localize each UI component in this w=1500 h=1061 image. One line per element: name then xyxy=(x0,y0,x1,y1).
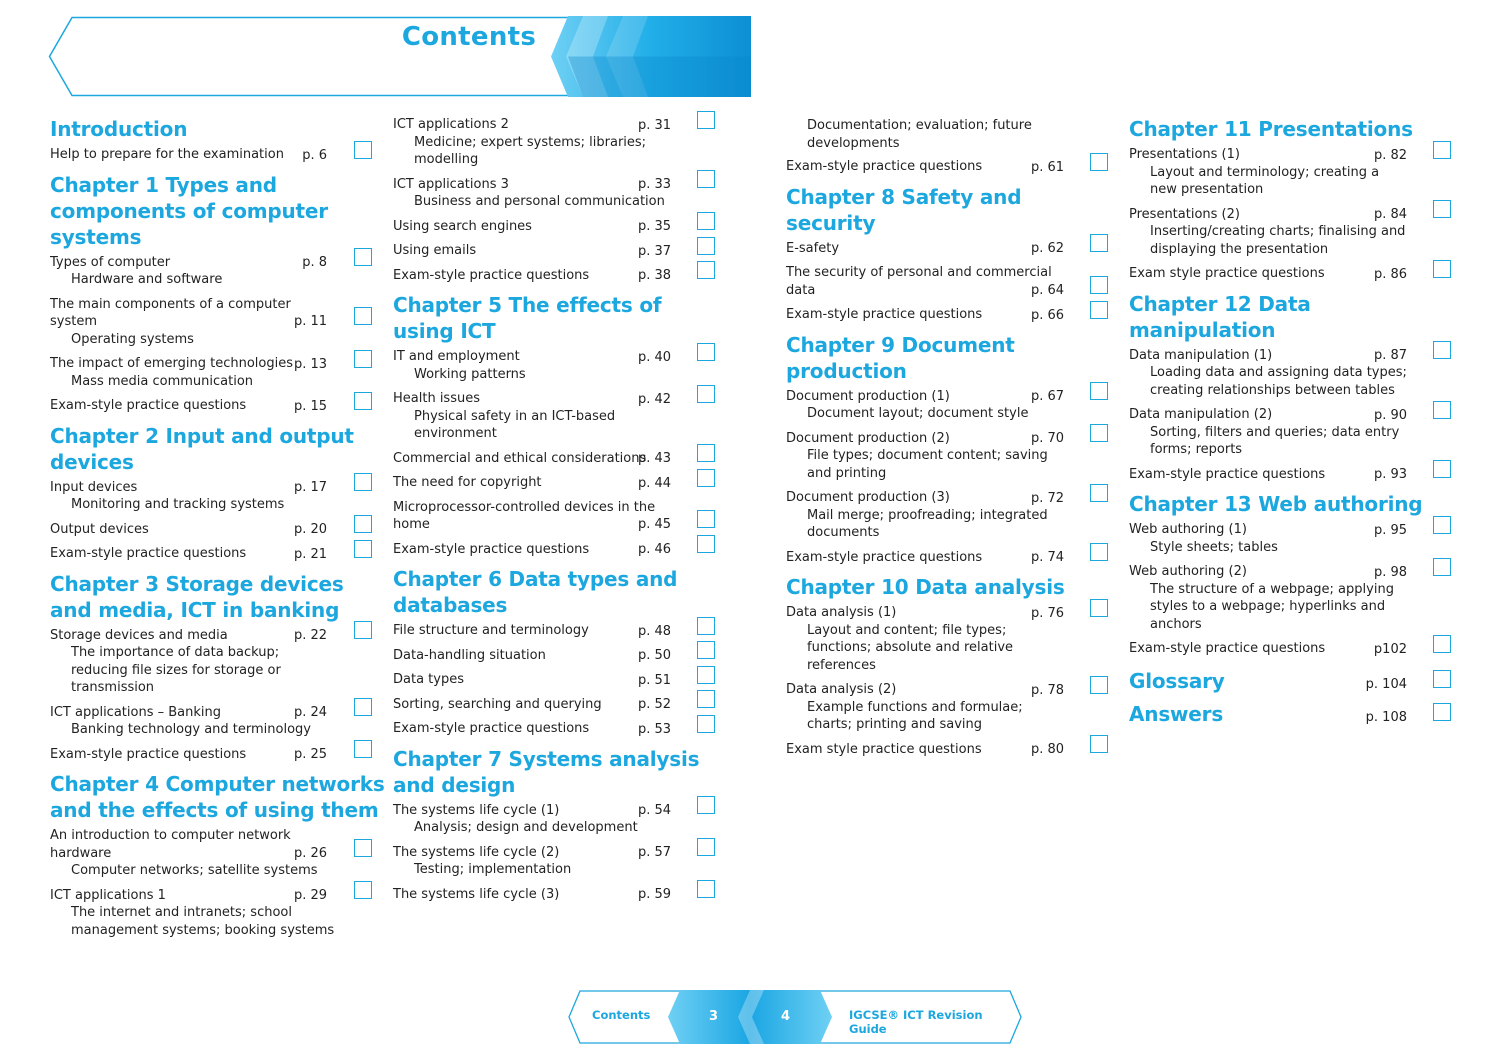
page-reference: p. 84 xyxy=(1373,207,1407,222)
page-reference: p. 82 xyxy=(1373,147,1407,163)
checkbox[interactable] xyxy=(697,212,715,230)
checkbox[interactable] xyxy=(354,392,372,410)
contents-entry xyxy=(786,741,1116,759)
entry-title: Input devices xyxy=(50,479,138,495)
page-reference: p. 11 xyxy=(293,314,327,329)
entry-title: Data manipulation (1) xyxy=(1129,347,1273,363)
page-reference: p. 93 xyxy=(1373,467,1407,482)
contents-entry xyxy=(786,158,1116,176)
page-reference: p. 17 xyxy=(293,480,327,495)
entry-description: The internet and intranets; school management systems; booking systems xyxy=(71,905,335,938)
checkbox[interactable] xyxy=(697,343,715,361)
contents-entry xyxy=(393,671,723,689)
page-reference: p. 33 xyxy=(637,177,671,192)
contents-entry xyxy=(50,254,385,289)
entry-description: Hardware and software xyxy=(71,272,223,287)
entry-description: Computer networks; satellite systems xyxy=(71,863,318,878)
checkbox[interactable] xyxy=(354,141,372,159)
checkbox[interactable] xyxy=(697,510,715,528)
entry-title: Exam-style practice questions xyxy=(1129,641,1326,656)
contents-entry xyxy=(393,348,723,383)
checkbox[interactable] xyxy=(1090,599,1108,617)
entry-title: Commercial and ethical considerations xyxy=(393,450,647,466)
chapter-heading: Chapter 3 Storage devices and media, ICT in banking xyxy=(50,571,344,622)
entry-description: Layout and content; file types; functions; absolute and relative references xyxy=(807,622,1014,673)
entry-title: An introduction to computer network hardware xyxy=(50,828,291,861)
page-reference: p. 45 xyxy=(637,517,671,532)
checkbox[interactable] xyxy=(354,621,372,639)
checkbox[interactable] xyxy=(1433,401,1451,419)
chapter-heading: Answers xyxy=(1129,701,1224,726)
entry-title: Exam-style practice questions xyxy=(786,159,983,174)
entry-description: Banking technology and terminology xyxy=(71,722,311,737)
page-reference: p. 29 xyxy=(293,888,327,903)
contents-entry xyxy=(393,390,723,443)
chapter-heading: Chapter 8 Safety and security xyxy=(786,184,1022,235)
entry-title: Help to prepare for the examination xyxy=(50,147,284,162)
page-reference: p. 26 xyxy=(293,845,327,861)
entry-title: Exam style practice questions xyxy=(1129,266,1325,281)
entry-description: Mail merge; proofreading; integrated documents xyxy=(807,507,1048,540)
page-reference: p. 42 xyxy=(637,391,671,407)
checkbox[interactable] xyxy=(697,715,715,733)
entry-description: Style sheets; tables xyxy=(1150,539,1278,555)
entry-title: Exam-style practice questions xyxy=(50,398,247,413)
page-reference: p. 67 xyxy=(1030,389,1064,404)
contents-entry xyxy=(50,887,385,940)
chapter-heading: Introduction xyxy=(50,117,188,141)
contents-entry xyxy=(50,746,385,764)
contents-entry xyxy=(393,450,723,468)
entry-description: The importance of data backup; reducing file sizes for storage or transmission xyxy=(71,645,281,695)
entry-title: Output devices xyxy=(50,521,149,537)
entry-title: Data-handling situation xyxy=(393,647,546,663)
chapter-heading: Chapter 1 Types and components of computer systems xyxy=(50,172,328,249)
entry-title: Types of computer xyxy=(50,254,171,270)
contents-column-2 xyxy=(393,116,723,910)
checkbox[interactable] xyxy=(354,540,372,558)
contents-entry xyxy=(393,802,723,837)
checkbox[interactable] xyxy=(697,880,715,898)
contents-entry xyxy=(393,116,723,169)
chapter-heading: Chapter 7 Systems analysis and design xyxy=(393,746,700,797)
page-reference: p. 31 xyxy=(637,117,671,133)
checkbox[interactable] xyxy=(697,535,715,553)
page-footer xyxy=(568,990,1022,1044)
contents-entry xyxy=(50,146,385,164)
page-reference: p. 8 xyxy=(302,255,327,270)
page-reference: p. 72 xyxy=(1030,490,1064,506)
contents-entry xyxy=(786,388,1116,423)
checkbox[interactable] xyxy=(1433,516,1451,534)
checkbox[interactable] xyxy=(1433,341,1451,359)
chapter-heading: Chapter 12 Data manipulation xyxy=(1129,291,1311,342)
page-reference: p. 24 xyxy=(293,705,327,720)
entry-description: Documentation; evaluation; future developments xyxy=(807,118,1032,151)
page-reference: p. 66 xyxy=(1030,307,1064,323)
contents-entry xyxy=(786,489,1116,542)
page-reference: p. 59 xyxy=(637,887,671,902)
chapter-heading: Chapter 13 Web authoring xyxy=(1129,492,1423,516)
entry-description: The structure of a webpage; applying styles to a webpage; hyperlinks and anchors xyxy=(1150,581,1394,632)
contents-entry xyxy=(786,549,1116,567)
entry-description: Physical safety in an ICT-based environment xyxy=(414,408,616,441)
checkbox[interactable] xyxy=(1090,676,1108,694)
contents-column-3 xyxy=(786,117,1116,765)
checkbox[interactable] xyxy=(697,261,715,279)
entry-title: The security of personal and commercial data xyxy=(786,265,1052,298)
page-reference: p. 108 xyxy=(1365,709,1407,725)
contents-column-1 xyxy=(50,116,385,946)
checkbox[interactable] xyxy=(1433,141,1451,159)
page-number-right: 4 xyxy=(781,1009,791,1024)
page-reference: p. 61 xyxy=(1030,159,1064,175)
contents-entry xyxy=(1129,466,1459,484)
checkbox[interactable] xyxy=(697,838,715,856)
contents-entry xyxy=(50,704,385,739)
entry-title: The impact of emerging technologies xyxy=(50,356,293,371)
page-reference: p. 51 xyxy=(637,672,671,688)
entry-title: ICT applications 2 xyxy=(393,117,509,132)
contents-entry xyxy=(1129,406,1459,459)
chapter-heading: Chapter 6 Data types and databases xyxy=(393,567,678,617)
entry-title: IT and employment xyxy=(393,349,520,364)
entry-title: Document production (2) xyxy=(786,430,950,446)
entry-description: Testing; implementation xyxy=(414,862,572,877)
page-reference: p. 64 xyxy=(1030,282,1064,298)
entry-description: Inserting/creating charts; finalising and displaying the presentation xyxy=(1150,224,1406,257)
checkbox[interactable] xyxy=(354,698,372,716)
checkbox[interactable] xyxy=(697,690,715,708)
chapter-heading: Chapter 11 Presentations xyxy=(1129,117,1413,141)
checkbox[interactable] xyxy=(697,237,715,255)
contents-entry xyxy=(786,604,1116,674)
checkbox[interactable] xyxy=(697,666,715,684)
entry-description: Analysis; design and development xyxy=(414,820,638,835)
page-reference: p. 53 xyxy=(637,721,671,737)
chapter-heading: Glossary xyxy=(1129,668,1225,693)
entry-title: Exam-style practice questions xyxy=(393,267,590,283)
contents-entry xyxy=(1129,563,1459,633)
footer-book-title: IGCSE® ICT Revision Guide xyxy=(849,1008,983,1036)
entry-description: Mass media communication xyxy=(71,373,254,389)
entry-title: The systems life cycle (2) xyxy=(393,844,560,860)
contents-entry xyxy=(393,622,723,640)
page-reference: p. 13 xyxy=(293,356,327,372)
entry-title: ICT applications 1 xyxy=(50,887,166,903)
checkbox[interactable] xyxy=(1090,276,1108,294)
checkbox[interactable] xyxy=(1433,635,1451,653)
page-reference: p. 78 xyxy=(1030,682,1064,698)
chapter-heading: Chapter 5 The effects of using ICT xyxy=(393,293,662,343)
contents-entry xyxy=(1129,146,1459,199)
contents-entry xyxy=(393,720,723,738)
page-reference: p. 50 xyxy=(637,648,671,663)
chapter-heading: Chapter 2 Input and output devices xyxy=(50,423,354,474)
contents-entry xyxy=(786,681,1116,734)
entry-title: Data analysis (2) xyxy=(786,682,897,697)
contents-entry xyxy=(50,827,385,880)
contents-entry xyxy=(786,264,1116,299)
contents-entry xyxy=(786,240,1116,258)
entry-title: Data types xyxy=(393,672,464,687)
checkbox[interactable] xyxy=(697,444,715,462)
page-reference: p. 52 xyxy=(637,697,671,712)
entry-title: Web authoring (2) xyxy=(1129,564,1247,579)
page-reference: p. 22 xyxy=(293,628,327,643)
entry-description: Example functions and formulae; charts; printing and saving xyxy=(807,699,1023,732)
contents-entry xyxy=(393,242,723,260)
checkbox[interactable] xyxy=(1090,424,1108,442)
page-reference: p. 62 xyxy=(1030,241,1064,256)
checkbox[interactable] xyxy=(354,350,372,368)
page-reference: p. 98 xyxy=(1373,564,1407,580)
contents-entry xyxy=(393,267,723,285)
checkbox[interactable] xyxy=(697,111,715,129)
checkbox[interactable] xyxy=(354,515,372,533)
page-reference: p. 21 xyxy=(293,546,327,562)
page-reference: p. 6 xyxy=(302,147,327,163)
checkbox[interactable] xyxy=(354,307,372,325)
contents-entry xyxy=(50,545,385,563)
contents-entry xyxy=(50,296,385,349)
page-reference: p. 86 xyxy=(1373,266,1407,282)
contents-entry xyxy=(393,647,723,665)
checkbox[interactable] xyxy=(1433,460,1451,478)
checkbox[interactable] xyxy=(1090,301,1108,319)
entry-description: Business and personal communication xyxy=(414,194,665,209)
checkbox[interactable] xyxy=(1433,558,1451,576)
contents-column-4 xyxy=(1129,116,1459,734)
contents-entry xyxy=(1129,701,1459,727)
contents-entry xyxy=(393,844,723,879)
entry-title: Storage devices and media xyxy=(50,627,228,643)
entry-description: Working patterns xyxy=(414,366,526,382)
entry-title: Exam-style practice questions xyxy=(50,546,247,561)
checkbox[interactable] xyxy=(697,796,715,814)
entry-title: ICT applications – Banking xyxy=(50,704,221,720)
entry-title: Presentations (1) xyxy=(1129,147,1240,162)
entry-title: Presentations (2) xyxy=(1129,206,1240,222)
checkbox[interactable] xyxy=(1433,670,1451,688)
entry-title: Exam style practice questions xyxy=(786,741,982,757)
entry-title: Sorting, searching and querying xyxy=(393,696,602,712)
contents-entry xyxy=(50,479,385,514)
entry-title: E-safety xyxy=(786,240,840,256)
page-reference: p. 43 xyxy=(637,451,671,466)
contents-entry xyxy=(393,176,723,211)
entry-title: Exam-style practice questions xyxy=(393,541,590,557)
entry-title: Exam-style practice questions xyxy=(393,721,590,736)
page-reference: p. 104 xyxy=(1365,676,1407,692)
contents-entry xyxy=(1129,521,1459,556)
entry-title: Document production (1) xyxy=(786,388,950,404)
contents-entry xyxy=(50,397,385,415)
entry-title: The systems life cycle (3) xyxy=(393,886,560,902)
checkbox[interactable] xyxy=(354,473,372,491)
page-reference: p. 40 xyxy=(637,349,671,365)
contents-entry xyxy=(393,541,723,559)
checkbox[interactable] xyxy=(1090,543,1108,561)
page-reference: p. 35 xyxy=(637,219,671,234)
entry-title: The need for copyright xyxy=(393,475,542,490)
checkbox[interactable] xyxy=(354,881,372,899)
page-reference: p. 80 xyxy=(1030,742,1064,757)
page-reference: p. 87 xyxy=(1373,348,1407,363)
entry-title: Document production (3) xyxy=(786,490,950,505)
chapter-heading: Chapter 4 Computer networks and the effects of using them xyxy=(50,772,385,822)
entry-description: Medicine; expert systems; libraries; modelling xyxy=(414,134,647,167)
checkbox[interactable] xyxy=(1090,153,1108,171)
entry-description: File types; document content; saving and printing xyxy=(807,448,1048,481)
entry-title: Health issues xyxy=(393,391,480,406)
page-reference: p102 xyxy=(1373,641,1407,657)
page-reference: p. 57 xyxy=(637,845,671,860)
entry-title: Exam-style practice questions xyxy=(786,307,983,322)
entry-title: Using emails xyxy=(393,243,477,258)
page-reference: p. 20 xyxy=(293,522,327,537)
checkbox[interactable] xyxy=(1090,484,1108,502)
entry-title: Web authoring (1) xyxy=(1129,522,1247,537)
contents-entry xyxy=(50,355,385,390)
contents-entry xyxy=(1129,347,1459,400)
page-reference: p. 48 xyxy=(637,623,671,639)
entry-title: Data manipulation (2) xyxy=(1129,407,1273,422)
contents-entry xyxy=(786,430,1116,483)
page-reference: p. 46 xyxy=(637,542,671,557)
contents-entry xyxy=(786,306,1116,324)
chapter-heading: Chapter 10 Data analysis xyxy=(786,575,1065,599)
contents-entry xyxy=(393,696,723,714)
entry-description: Sorting, filters and queries; data entry forms; reports xyxy=(1150,424,1400,457)
contents-entry xyxy=(393,218,723,236)
page-reference: p. 74 xyxy=(1030,550,1064,565)
entry-title: Using search engines xyxy=(393,218,532,234)
contents-entry xyxy=(50,521,385,539)
page-reference: p. 15 xyxy=(293,398,327,414)
entry-title: Data analysis (1) xyxy=(786,605,897,620)
chapter-heading: Chapter 9 Document production xyxy=(786,332,1015,383)
entry-title: The systems life cycle (1) xyxy=(393,802,560,818)
entry-title: Exam-style practice questions xyxy=(786,549,983,565)
entry-description: Operating systems xyxy=(71,331,194,347)
page-reference: p. 25 xyxy=(293,747,327,762)
contents-entry xyxy=(1129,265,1459,283)
page-reference: p. 44 xyxy=(637,475,671,491)
checkbox[interactable] xyxy=(697,469,715,487)
checkbox[interactable] xyxy=(697,385,715,403)
page-title: Contents xyxy=(401,22,537,52)
checkbox[interactable] xyxy=(697,617,715,635)
entry-description: Layout and terminology; creating a new presentation xyxy=(1150,164,1380,197)
contents-entry xyxy=(393,499,723,534)
contents-entry xyxy=(1129,206,1459,259)
entry-description: Loading data and assigning data types; creating relationships between tables xyxy=(1150,365,1407,398)
checkbox[interactable] xyxy=(1090,735,1108,753)
page-number-left: 3 xyxy=(709,1009,719,1024)
checkbox[interactable] xyxy=(1090,234,1108,252)
contents-entry xyxy=(1129,668,1459,694)
entry-title: Exam-style practice questions xyxy=(50,746,247,762)
entry-description: Monitoring and tracking systems xyxy=(71,497,285,512)
entry-title: The main components of a computer system xyxy=(50,296,291,329)
page-reference: p. 95 xyxy=(1373,522,1407,538)
checkbox[interactable] xyxy=(1433,260,1451,278)
checkbox[interactable] xyxy=(354,248,372,266)
page-reference: p. 90 xyxy=(1373,407,1407,423)
checkbox[interactable] xyxy=(1433,200,1451,218)
entry-title: Microprocessor-controlled devices in the home xyxy=(393,499,656,532)
checkbox[interactable] xyxy=(354,839,372,857)
entry-title: File structure and terminology xyxy=(393,623,589,638)
checkbox[interactable] xyxy=(697,641,715,659)
contents-entry xyxy=(1129,640,1459,658)
page-reference: p. 54 xyxy=(637,803,671,818)
entry-title: Exam-style practice questions xyxy=(1129,466,1326,482)
contents-entry xyxy=(50,627,385,697)
checkbox[interactable] xyxy=(1433,703,1451,721)
page-reference: p. 70 xyxy=(1030,431,1064,446)
checkbox[interactable] xyxy=(697,170,715,188)
checkbox[interactable] xyxy=(1090,382,1108,400)
entry-description: Document layout; document style xyxy=(807,406,1029,421)
page-reference: p. 37 xyxy=(637,243,671,259)
footer-section-label: Contents xyxy=(592,1008,651,1022)
entry-title: ICT applications 3 xyxy=(393,176,509,192)
page-reference: p. 38 xyxy=(637,268,671,283)
page-reference: p. 76 xyxy=(1030,605,1064,621)
contents-entry xyxy=(393,474,723,492)
contents-entry xyxy=(393,886,723,904)
checkbox[interactable] xyxy=(354,740,372,758)
